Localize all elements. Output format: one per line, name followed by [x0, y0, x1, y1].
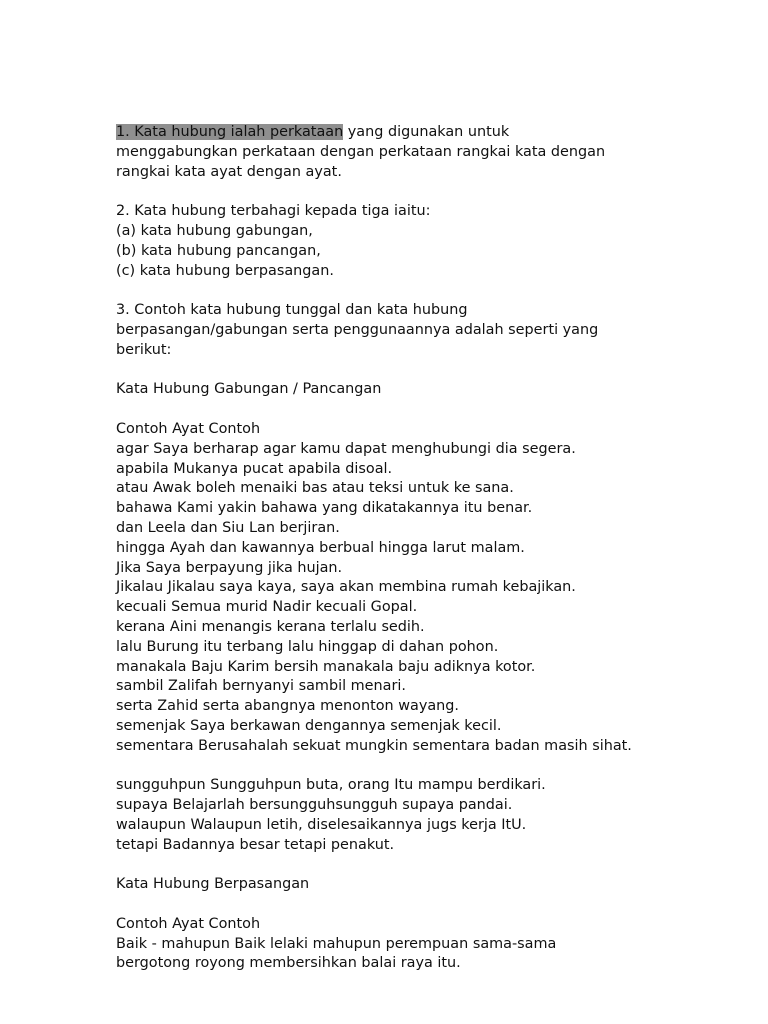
example-row: agar Saya berharap agar kamu dapat menghubungi dia segera.	[116, 440, 576, 457]
blank-line	[116, 182, 716, 202]
section1-heading: Kata Hubung Gabungan / Pancangan	[116, 381, 382, 398]
example-row: walaupun Walaupun letih, diselesaikannya jugs kerja ItU.	[116, 816, 527, 833]
highlighted-text[interactable]: 1. Kata hubung ialah perkataan	[116, 124, 344, 140]
para2-line: (b) kata hubung pancangan,	[116, 242, 321, 259]
section2-heading: Kata Hubung Berpasangan	[116, 876, 310, 893]
example-row: supaya Belajarlah bersungguhsungguh supaya pandai.	[116, 797, 513, 814]
section2-table-header: Contoh Ayat Contoh	[116, 915, 261, 932]
para1-line2: menggabungkan perkataan dengan perkataan rangkai kata dengan	[116, 143, 606, 160]
example-row: lalu Burung itu terbang lalu hinggap di dahan pohon.	[116, 638, 499, 655]
example-row: kerana Aini menangis kerana terlalu sedih.	[116, 618, 425, 635]
example-row: sungguhpun Sungguhpun buta, orang Itu mampu berdikari.	[116, 777, 546, 794]
para2-line: (a) kata hubung gabungan,	[116, 222, 313, 239]
para2-line: (c) kata hubung berpasangan.	[116, 262, 334, 279]
example-row: Baik - mahupun Baik lelaki mahupun perempuan sama-sama	[116, 935, 557, 952]
para1-line1	[116, 123, 716, 143]
para1-line3: rangkai kata ayat dengan ayat.	[116, 163, 342, 180]
example-row: hingga Ayah dan kawannya berbual hingga larut malam.	[116, 539, 525, 556]
blank-line	[116, 361, 716, 381]
example-row: sambil Zalifah bernyanyi sambil menari.	[116, 678, 406, 695]
example-row: bahawa Kami yakin bahawa yang dikatakannya itu benar.	[116, 500, 533, 517]
example-row: sementara Berusahalah sekuat mungkin sementara badan masih sihat.	[116, 737, 632, 754]
blank-line	[116, 895, 716, 915]
section1-rows-after	[116, 776, 716, 855]
section1-rows	[116, 440, 716, 757]
blank-line	[116, 855, 716, 875]
example-row: serta Zahid serta abangnya menonton wayang.	[116, 698, 459, 715]
para3-line: berikut:	[116, 341, 172, 358]
example-row: dan Leela dan Siu Lan berjiran.	[116, 519, 340, 536]
para3-line: 3. Contoh kata hubung tunggal dan kata hubung	[116, 302, 468, 319]
section1-table-header: Contoh Ayat Contoh	[116, 420, 261, 437]
blank-line	[116, 757, 716, 777]
document-text	[116, 123, 716, 974]
section2-rows	[116, 935, 716, 975]
para1-line1-rest: yang digunakan untuk	[343, 124, 510, 140]
example-row: Jikalau Jikalau saya kaya, saya akan membina rumah kebajikan.	[116, 579, 576, 596]
blank-line	[116, 281, 716, 301]
blank-line	[116, 400, 716, 420]
para3-line: berpasangan/gabungan serta penggunaannya adalah seperti yang	[116, 321, 599, 338]
para2-line: 2. Kata hubung terbahagi kepada tiga iaitu:	[116, 203, 431, 220]
example-row: bergotong royong membersihkan balai raya itu.	[116, 955, 461, 972]
example-row: tetapi Badannya besar tetapi penakut.	[116, 836, 395, 853]
example-row: apabila Mukanya pucat apabila disoal.	[116, 460, 393, 477]
example-row: manakala Baju Karim bersih manakala baju adiknya kotor.	[116, 658, 536, 675]
example-row: atau Awak boleh menaiki bas atau teksi untuk ke sana.	[116, 480, 514, 497]
example-row: semenjak Saya berkawan dengannya semenjak kecil.	[116, 717, 502, 734]
example-row: kecuali Semua murid Nadir kecuali Gopal.	[116, 599, 418, 616]
example-row: Jika Saya berpayung jika hujan.	[116, 559, 343, 576]
